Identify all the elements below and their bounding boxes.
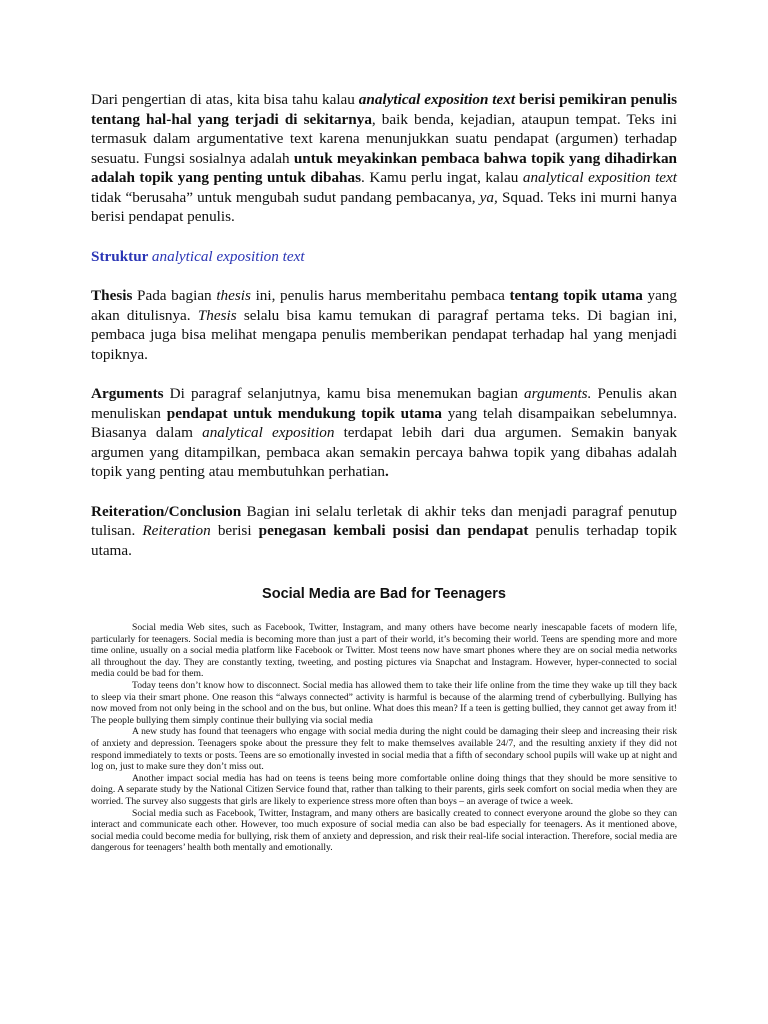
essay-title: Social Media are Bad for Teenagers — [262, 586, 506, 602]
reiteration-paragraph: Reiteration/Conclusion Bagian ini selalu terletak di akhir teks dan menjadi paragraf penutup tulisan. Reiteration berisi penegasan kembali posisi dan pendapat penulis terhadap topik utama. — [91, 502, 678, 559]
intro-paragraph: Dari pengertian di atas, kita bisa tahu kalau analytical exposition text berisi pemikiran penulis tentang hal-hal yang terjadi di sekitarnya, baik benda, kejadian, ataupun tempat. Teks ini termasuk dalam argumentative text karena menunjukkan suatu pendapat (argumen) terhadap sesuatu. Fungsi sosialnya adalah untuk meyakinkan pembaca bahwa topik yang dihadirkan adalah topik yang penting untuk dibahas. Kamu perlu ingat, kalau analytical exposition text tidak “berusaha” untuk mengubah sudut pandang pembacanya, ya, Squad. Teks ini murni hanya berisi pendapat penulis. — [91, 91, 678, 225]
arguments-term: Arguments — [91, 385, 164, 402]
essay-body — [91, 622, 677, 854]
thesis-paragraph: Thesis Pada bagian thesis ini, penulis harus memberitahu pembaca tentang topik utama yang akan ditulisnya. Thesis selalu bisa kamu temukan di paragraf pertama teks. Di bagian ini, pembaca juga bisa melihat mengapa penulis memberikan pendapat terhadap hal yang menjadi topiknya. — [91, 287, 677, 363]
essay-paragraph: Another impact social media has had on teens is teens being more comfortable online doing things that they should be more sensitive to doing. A separate study by the National Citizen Service found that, rather than talking to their parents, girls seek comfort on social media when they are worried. The survey also suggests that girls are likely to experience stress more often than boys – an average of twice a week. — [91, 772, 677, 807]
essay-paragraph: Today teens don’t know how to disconnect. Social media has allowed them to take their life online from the time they wake up till they back to sleep via their smart phone. One reason this “always connected” activity is harmful is because of the alarming trend of cyberbullying. Bullying has now moved from not only being in the school and on the bus, but online. What does this mean? If a teen is getting bullied, they cannot get away from it! The people bullying them simply continue their bullying via social media — [91, 679, 677, 726]
thesis-term: Thesis — [91, 287, 133, 304]
essay-paragraph: Social media Web sites, such as Facebook, Twitter, Instagram, and many others have become nearly inescapable facets of modern life, particularly for teenagers. Social media is becoming more than just a part of their world, it’s becoming their world. Teens are spending more and more time online, usually on a social media platform like Facebook or Twitter. Most teens now have smart phones where they are on social media networks all throughout the day. They are constantly texting, tweeting, and posting pictures via Snapchat and Instagram. However, hyper-connected to social media could be bad for them. — [91, 622, 677, 680]
essay-paragraph: Social media such as Facebook, Twitter, Instagram, and many others are basically created to connect everyone around the globe so they can interact and communicate each other. However, too much exposure of social media can also be bad especially for teenagers. As it mentioned above, social media could become media for bullying, risk them of anxiety and depression, and risk their real-life social interaction. Therefore, social media are dangerous for teenagers’ health both mentally and emotionally. — [91, 807, 677, 854]
arguments-paragraph: Arguments Di paragraf selanjutnya, kamu bisa menemukan bagian arguments. Penulis akan menuliskan pendapat untuk mendukung topik utama yang telah disampaikan sebelumnya. Biasanya dalam analytical exposition terdapat lebih dari dua argumen. Semakin banyak argumen yang ditampilkan, pembaca akan semakin percaya bahwa topik yang dibahas adalah topik yang penting atau membutuhkan perhatian. — [91, 385, 677, 480]
structure-heading: Struktur analytical exposition text — [91, 247, 305, 265]
essay-paragraph: A new study has found that teenagers who engage with social media during the night could be damaging their sleep and increasing their risk of anxiety and depression. Teenagers spoke about the pressure they felt to make themselves available 24/7, and the resulting anxiety if they did not respond immediately to texts or posts. Teens are so emotionally invested in social media that a fifth of secondary school pupils will wake up at night and log on, just to make sure they don’t miss out. — [91, 726, 677, 773]
reiteration-term: Reiteration/Conclusion — [91, 502, 242, 520]
